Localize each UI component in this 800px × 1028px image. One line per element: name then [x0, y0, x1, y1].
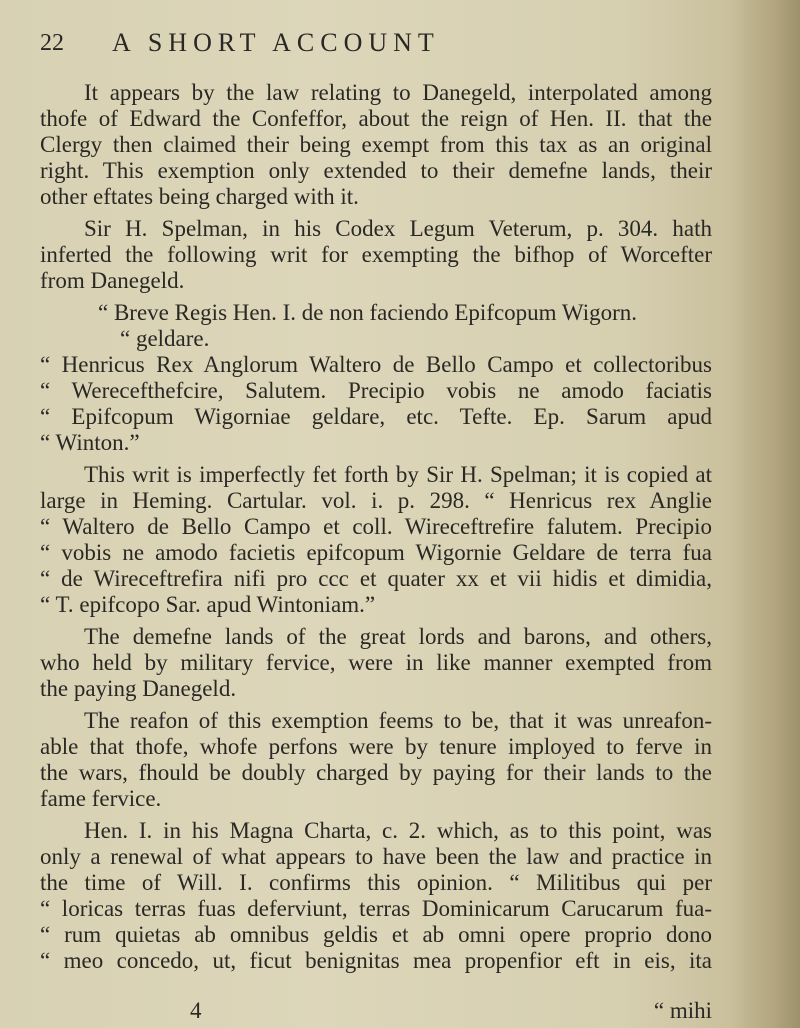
running-title: A SHORT ACCOUNT — [112, 28, 440, 57]
text-line: thofe of Edward the Confeffor, about the reign of Hen. II. that the — [40, 106, 712, 131]
text-line: fame fervice. — [40, 786, 162, 811]
signature-mark: 4 — [190, 998, 202, 1023]
quote-line: “ Epifcopum Wigorniae geldare, etc. Tefte. Ep. Sarum apud — [40, 404, 712, 429]
quote-line: “ loricas terras fuas deferviunt, terras Dominicarum Carucarum fua- — [40, 896, 712, 921]
text-line: large in Heming. Cartular. vol. i. p. 298. “ Henricus rex Anglie — [40, 488, 712, 513]
text-line: The reafon of this exemption feems to be, that it was unreafon- — [84, 708, 712, 733]
text-line: This writ is imperfectly fet forth by Sir H. Spelman; it is copied at — [84, 462, 712, 487]
page-footer — [40, 998, 712, 1024]
text-line: Clergy then claimed their being exempt from this tax as an original — [40, 132, 712, 157]
text-line: able that thofe, whofe perfons were by tenure imployed to ferve in — [40, 734, 712, 759]
quote-line: “ vobis ne amodo facietis epifcopum Wigornie Geldare de terra fua — [40, 540, 712, 565]
quote-line: “ geldare. — [120, 326, 210, 351]
running-head — [40, 28, 720, 64]
text-line: who held by military fervice, were in like manner exempted from — [40, 650, 712, 675]
text-line: It appears by the law relating to Danegeld, interpolated among — [84, 80, 712, 105]
text-line: inferted the following writ for exempting the bifhop of Worcefter — [40, 242, 712, 267]
text-line: Hen. I. in his Magna Charta, c. 2. which, as to this point, was — [84, 818, 712, 843]
text-line: only a renewal of what appears to have been the law and practice in — [40, 844, 712, 869]
text-line: Sir H. Spelman, in his Codex Legum Veterum, p. 304. hath — [84, 216, 712, 241]
text-line: the wars, fhould be doubly charged by paying for their lands to the — [40, 760, 712, 785]
quote-line: “ Breve Regis Hen. I. de non faciendo Epifcopum Wigorn. — [98, 300, 637, 325]
text-line: other eftates being charged with it. — [40, 184, 359, 209]
quote-line: “ meo concedo, ut, ficut benignitas mea propenfior eft in eis, ita — [40, 948, 712, 973]
page-number: 22 — [40, 30, 64, 56]
text-line: the time of Will. I. confirms this opinion. “ Militibus qui per — [40, 870, 712, 895]
page-edge-shadow — [730, 0, 800, 1028]
quote-line: “ de Wireceftrefira nifi pro ccc et quater xx et vii hidis et dimidia, — [40, 566, 712, 591]
quote-line: “ Waltero de Bello Campo et coll. Wireceftrefire falutem. Precipio — [40, 514, 712, 539]
quote-line: “ T. epifcopo Sar. apud Wintoniam.” — [40, 592, 376, 617]
text-line: The demefne lands of the great lords and barons, and others, — [84, 624, 712, 649]
text-line: right. This exemption only extended to their demefne lands, their — [40, 158, 712, 183]
quote-line: “ Winton.” — [40, 430, 140, 455]
text-line: the paying Danegeld. — [40, 676, 237, 701]
quote-line: “ Werecefthefcire, Salutem. Precipio vobis ne amodo faciatis — [40, 378, 712, 403]
quote-line: “ Henricus Rex Anglorum Waltero de Bello Campo et collectoribus — [40, 352, 712, 377]
body-text — [40, 80, 712, 974]
quote-line: “ rum quietas ab omnibus geldis et ab omni opere proprio dono — [40, 922, 712, 947]
catchword: “ mihi — [653, 998, 712, 1023]
text-line: from Danegeld. — [40, 268, 185, 293]
